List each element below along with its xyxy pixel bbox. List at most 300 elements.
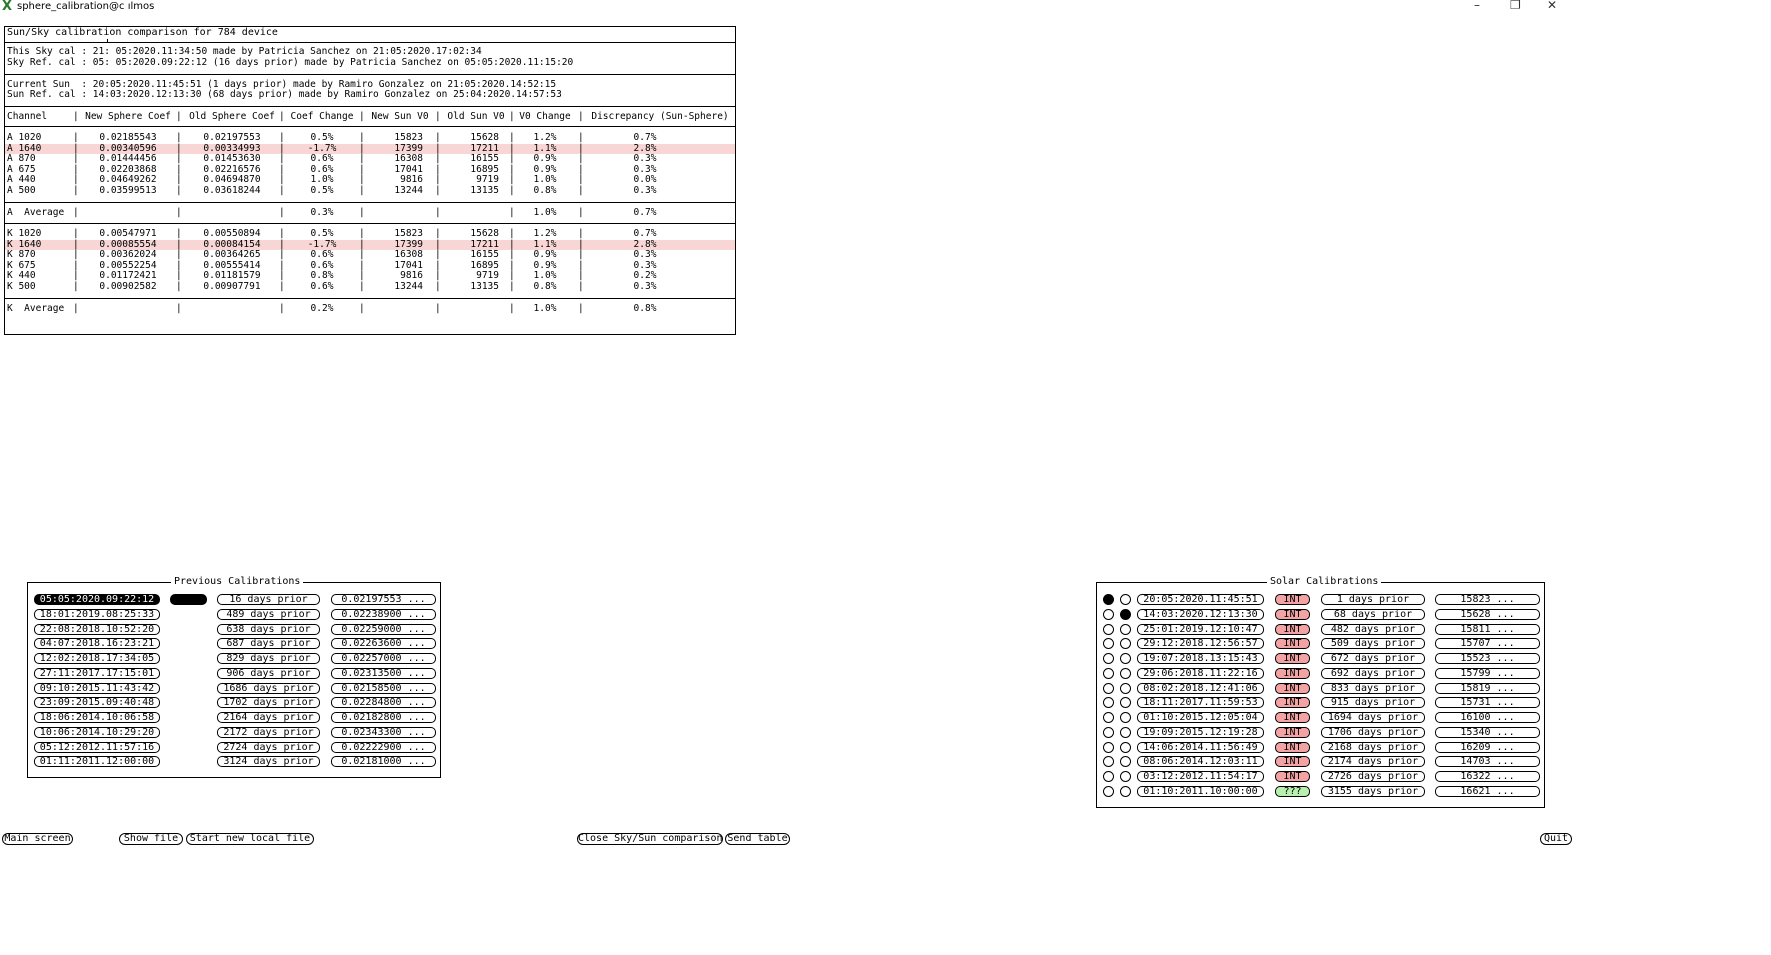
days-prior-button[interactable]: 1702 days prior [217, 697, 320, 708]
current-sun-radio[interactable] [1103, 624, 1114, 635]
solar-date-button[interactable]: 14:06:2014.11:56:49 [1137, 742, 1264, 753]
solar-date-button[interactable]: 20:05:2020.11:45:51 [1137, 594, 1264, 605]
reference-sun-radio[interactable] [1120, 771, 1131, 782]
table-cell: A 440 [7, 174, 36, 186]
table-cell: 16155 [470, 249, 499, 261]
days-prior-button[interactable]: 906 days prior [217, 668, 320, 679]
solar-date-button[interactable]: 01:10:2011.10:00:00 [1137, 786, 1264, 797]
table-cell: 15823 [394, 132, 423, 143]
table-cell: 0.3% [633, 281, 657, 292]
average-v0-change: 1.0% [533, 303, 557, 314]
column-separator: | [435, 111, 441, 122]
table-cell: K 440 [7, 270, 36, 282]
column-separator: | [279, 153, 285, 165]
solar-date-button[interactable]: 14:03:2020.12:13:30 [1137, 609, 1264, 620]
coefficient-button[interactable]: 0.02313500 ... [331, 668, 436, 679]
table-cell: 0.7% [633, 228, 657, 239]
calibration-date-button[interactable]: 05:12:2012.11:57:16 [34, 742, 160, 753]
table-cell: 0.02197553 [203, 132, 261, 143]
column-separator: | [359, 281, 365, 292]
table-cell: 9816 [400, 174, 423, 186]
start-new-local-file-button[interactable]: Start new local file [186, 833, 314, 845]
column-separator: | [578, 207, 584, 218]
reference-sun-radio[interactable] [1120, 786, 1131, 797]
column-separator: | [359, 259, 365, 271]
table-cell: 0.3% [633, 259, 657, 271]
column-separator: | [578, 185, 584, 196]
calibration-date-button[interactable]: 05:05:2020.09:22:12 [34, 594, 160, 605]
window-title: sphere_calibration@c ılmos [17, 1, 155, 12]
current-sun-radio[interactable] [1103, 771, 1114, 782]
reference-sun-radio[interactable] [1120, 756, 1131, 767]
column-separator: | [73, 111, 79, 122]
table-cell: 0.3% [633, 153, 657, 165]
table-cell: 0.04694870 [203, 174, 261, 186]
table-cell: 13244 [394, 281, 423, 292]
v0-value-button[interactable]: 16209 ... [1435, 742, 1540, 753]
quit-button[interactable]: Quit [1540, 833, 1572, 845]
calibration-date-button[interactable]: 27:11:2017.17:15:01 [34, 668, 160, 679]
sky-ref-line: Sky Ref. cal : 05: 05:2020.09:22:12 (16 days prior) made by Patricia Sanchez on 05:05:2020.11:15:20 [7, 57, 574, 68]
report-title: Sun/Sky calibration comparison for 784 device [7, 27, 278, 38]
column-separator: | [279, 259, 285, 271]
table-cell: 15628 [470, 132, 499, 143]
column-separator: | [73, 303, 79, 314]
column-separator: | [73, 174, 79, 186]
column-separator: | [279, 111, 285, 122]
v0-value-button[interactable]: 15799 ... [1435, 668, 1540, 679]
reference-sun-radio[interactable] [1120, 653, 1131, 664]
column-separator: | [578, 228, 584, 239]
current-sun-radio[interactable] [1103, 638, 1114, 649]
table-cell: 0.00550894 [203, 228, 261, 239]
days-prior-button[interactable]: 3124 days prior [217, 756, 320, 767]
coefficient-button[interactable]: 0.02222900 ... [331, 742, 436, 753]
table-cell: 1.0% [533, 270, 557, 282]
current-sun-radio[interactable] [1103, 594, 1114, 605]
column-separator: | [73, 132, 79, 143]
table-cell: 1.0% [533, 174, 557, 186]
column-separator: | [509, 132, 515, 143]
table-cell: 16155 [470, 153, 499, 165]
days-prior-button[interactable]: 687 days prior [217, 638, 320, 649]
v0-value-button[interactable]: 15823 ... [1435, 594, 1540, 605]
previous-calibrations-title: Previous Calibrations [171, 576, 303, 588]
column-separator: | [359, 111, 365, 122]
coefficient-button[interactable]: 0.02181000 ... [331, 756, 436, 767]
reference-sun-radio[interactable] [1120, 638, 1131, 649]
calibration-date-button[interactable]: 23:09:2015.09:40:48 [34, 697, 160, 708]
table-cell: 0.00907791 [203, 281, 261, 292]
table-cell: K 500 [7, 281, 36, 292]
calibration-type-badge[interactable]: INT [1275, 638, 1310, 649]
column-separator: | [176, 174, 182, 186]
show-file-button[interactable]: Show file [119, 833, 183, 845]
current-sun-radio[interactable] [1103, 653, 1114, 664]
days-prior-button[interactable]: 16 days prior [217, 594, 320, 605]
table-cell: 17399 [394, 238, 423, 250]
current-sun-radio[interactable] [1103, 756, 1114, 767]
column-separator: | [359, 174, 365, 186]
table-cell: 1.1% [533, 142, 557, 154]
column-separator: | [176, 238, 182, 250]
days-prior-button[interactable]: 915 days prior [1321, 697, 1425, 708]
column-separator: | [279, 185, 285, 196]
v0-value-button[interactable]: 15811 ... [1435, 624, 1540, 635]
days-prior-button[interactable]: 482 days prior [1321, 624, 1425, 635]
maximize-icon[interactable]: ❐ [1510, 0, 1521, 12]
table-cell: 16308 [394, 153, 423, 165]
days-prior-button[interactable]: 2726 days prior [1321, 771, 1425, 782]
solar-date-button[interactable]: 25:01:2019.12:10:47 [1137, 624, 1264, 635]
column-separator: | [578, 238, 584, 250]
reference-sun-radio[interactable] [1120, 742, 1131, 753]
column-separator: | [279, 303, 285, 314]
reference-sun-radio[interactable] [1120, 668, 1131, 679]
column-separator: | [578, 281, 584, 292]
column-separator: | [176, 153, 182, 165]
table-cell: 9816 [400, 270, 423, 282]
column-separator: | [435, 153, 441, 165]
calibration-date-button[interactable]: 04:07:2018.16:23:21 [34, 638, 160, 649]
table-cell: 2.8% [633, 142, 657, 154]
table-cell: 0.6% [310, 163, 334, 175]
column-separator: | [176, 111, 182, 122]
days-prior-button[interactable]: 1706 days prior [1321, 727, 1425, 738]
table-cell: 0.3% [633, 163, 657, 175]
column-separator: | [279, 207, 285, 218]
calibration-date-button[interactable]: 10:06:2014.10:29:20 [34, 727, 160, 738]
table-cell: 0.03618244 [203, 185, 261, 196]
calibration-type-badge[interactable]: INT [1275, 683, 1310, 694]
coefficient-button[interactable]: 0.02259000 ... [331, 624, 436, 635]
coefficient-button[interactable]: 0.02238900 ... [331, 609, 436, 620]
days-prior-button[interactable]: 2168 days prior [1321, 742, 1425, 753]
table-cell: 0.6% [310, 153, 334, 165]
column-separator: | [73, 281, 79, 292]
column-separator: | [359, 153, 365, 165]
days-prior-button[interactable]: 833 days prior [1321, 683, 1425, 694]
days-prior-button[interactable]: 2172 days prior [217, 727, 320, 738]
column-separator: | [509, 303, 515, 314]
column-separator: | [509, 249, 515, 261]
table-cell: 0.5% [310, 228, 334, 239]
days-prior-button[interactable]: 509 days prior [1321, 638, 1425, 649]
table-row [5, 282, 735, 293]
calibration-type-badge[interactable]: INT [1275, 653, 1310, 664]
reference-sun-radio[interactable] [1120, 624, 1131, 635]
column-separator: | [509, 238, 515, 250]
column-separator: | [73, 142, 79, 154]
table-cell: 0.6% [310, 259, 334, 271]
x-app-icon: X [2, 0, 13, 14]
column-separator: | [578, 163, 584, 175]
calibration-type-badge[interactable]: INT [1275, 771, 1310, 782]
column-separator: | [279, 270, 285, 282]
table-cell: A 1640 [7, 142, 42, 154]
minimize-icon[interactable]: – [1474, 0, 1480, 12]
column-separator: | [435, 228, 441, 239]
days-prior-button[interactable]: 2174 days prior [1321, 756, 1425, 767]
calibration-date-button[interactable]: 22:08:2018.10:52:20 [34, 624, 160, 635]
column-separator: | [359, 228, 365, 239]
column-separator: | [578, 249, 584, 261]
main-screen-button[interactable]: Main screen [2, 833, 73, 845]
column-separator: | [73, 163, 79, 175]
table-cell: 13135 [470, 281, 499, 292]
close-icon[interactable]: ✕ [1547, 0, 1558, 12]
table-cell: 0.00084154 [203, 238, 261, 250]
column-separator: | [73, 228, 79, 239]
table-cell: 0.3% [633, 249, 657, 261]
table-cell: 0.00555414 [203, 259, 261, 271]
column-header: Channel [7, 111, 48, 122]
calibration-date-button[interactable]: 09:10:2015.11:43:42 [34, 683, 160, 694]
current-sun-radio[interactable] [1103, 668, 1114, 679]
calibration-type-badge[interactable]: INT [1275, 727, 1310, 738]
divider [5, 202, 735, 203]
divider [5, 74, 735, 75]
table-cell: -1.7% [307, 238, 337, 250]
table-cell: 0.00902582 [99, 281, 157, 292]
v0-value-button[interactable]: 15731 ... [1435, 697, 1540, 708]
send-table-button[interactable]: Send table [725, 833, 790, 845]
column-separator: | [435, 207, 441, 218]
table-cell: 0.02203868 [99, 163, 157, 175]
average-v0-change: 1.0% [533, 207, 557, 218]
calibration-type-badge[interactable]: INT [1275, 697, 1310, 708]
column-separator: | [509, 228, 515, 239]
solar-date-button[interactable]: 18:11:2017.11:59:53 [1137, 697, 1264, 708]
column-separator: | [509, 281, 515, 292]
table-cell: 0.5% [310, 132, 334, 143]
solar-date-button[interactable]: 08:02:2018.12:41:06 [1137, 683, 1264, 694]
column-separator: | [176, 281, 182, 292]
current-sun-radio[interactable] [1103, 742, 1114, 753]
v0-value-button[interactable]: 14703 ... [1435, 756, 1540, 767]
reference-sun-radio[interactable] [1120, 609, 1131, 620]
table-cell: 0.5% [310, 185, 334, 196]
current-sun-radio[interactable] [1103, 786, 1114, 797]
column-separator: | [359, 185, 365, 196]
column-header: New Sun V0 [371, 111, 429, 122]
table-cell: 0.00552254 [99, 259, 157, 271]
column-separator: | [578, 111, 584, 122]
reference-sun-radio[interactable] [1120, 697, 1131, 708]
column-separator: | [578, 270, 584, 282]
column-separator: | [509, 111, 515, 122]
days-prior-button[interactable]: 1694 days prior [1321, 712, 1425, 723]
coefficient-button[interactable]: 0.02257000 ... [331, 653, 436, 664]
report-heading [5, 27, 735, 43]
table-row [5, 229, 735, 240]
table-cell: 0.01172421 [99, 270, 157, 282]
calibration-type-badge[interactable]: INT [1275, 742, 1310, 753]
divider [5, 223, 735, 224]
days-prior-button[interactable]: 2724 days prior [217, 742, 320, 753]
table-cell: 17211 [470, 238, 499, 250]
selected-marker [170, 594, 207, 605]
column-separator: | [176, 163, 182, 175]
coefficient-button[interactable]: 0.02343300 ... [331, 727, 436, 738]
days-prior-button[interactable]: 3155 days prior [1321, 786, 1425, 797]
table-cell: 17399 [394, 142, 423, 154]
table-cell: K 675 [7, 259, 36, 271]
current-sun-radio[interactable] [1103, 712, 1114, 723]
calibration-date-button[interactable]: 12:02:2018.17:34:05 [34, 653, 160, 664]
divider [5, 126, 735, 127]
column-separator: | [73, 238, 79, 250]
column-separator: | [176, 132, 182, 143]
column-separator: | [578, 153, 584, 165]
table-cell: 16895 [470, 163, 499, 175]
column-separator: | [509, 207, 515, 218]
table-cell: 0.6% [310, 281, 334, 292]
calibration-date-button[interactable]: 18:01:2019.08:25:33 [34, 609, 160, 620]
table-cell: 0.9% [533, 259, 557, 271]
days-prior-button[interactable]: 2164 days prior [217, 712, 320, 723]
column-header: Old Sphere Coef [189, 111, 275, 122]
average-discrepancy: 0.7% [633, 207, 657, 218]
column-header: Discrepancy (Sun-Sphere) [591, 111, 729, 122]
column-separator: | [359, 303, 365, 314]
solar-date-button[interactable]: 19:09:2015.12:19:28 [1137, 727, 1264, 738]
average-row [5, 208, 735, 219]
column-header: V0 Change [519, 111, 571, 122]
calibration-type-badge[interactable]: INT [1275, 668, 1310, 679]
current-sun-radio[interactable] [1103, 609, 1114, 620]
reference-sun-radio[interactable] [1120, 683, 1131, 694]
days-prior-button[interactable]: 829 days prior [217, 653, 320, 664]
table-cell: 0.00547971 [99, 228, 157, 239]
v0-value-button[interactable]: 15819 ... [1435, 683, 1540, 694]
column-separator: | [73, 207, 79, 218]
coefficient-button[interactable]: 0.02263600 ... [331, 638, 436, 649]
calibration-type-badge[interactable]: INT [1275, 594, 1310, 605]
calibration-type-badge[interactable]: INT [1275, 756, 1310, 767]
table-cell: 13135 [470, 185, 499, 196]
column-separator: | [279, 228, 285, 239]
column-separator: | [509, 142, 515, 154]
coefficient-button[interactable]: 0.02197553 ... [331, 594, 436, 605]
coefficient-button[interactable]: 0.02182800 ... [331, 712, 436, 723]
days-prior-button[interactable]: 1 days prior [1321, 594, 1425, 605]
table-row [5, 186, 735, 197]
column-separator: | [359, 207, 365, 218]
v0-value-button[interactable]: 16621 ... [1435, 786, 1540, 797]
column-separator: | [435, 163, 441, 175]
column-separator: | [279, 174, 285, 186]
table-cell: 0.02185543 [99, 132, 157, 143]
average-label: A Average [7, 207, 65, 218]
table-cell: 16308 [394, 249, 423, 261]
column-separator: | [435, 281, 441, 292]
table-cell: 17041 [394, 163, 423, 175]
v0-value-button[interactable]: 15628 ... [1435, 609, 1540, 620]
table-cell: 0.6% [310, 249, 334, 261]
table-cell: 0.00334993 [203, 142, 261, 154]
solar-date-button[interactable]: 29:12:2018.12:56:57 [1137, 638, 1264, 649]
days-prior-button[interactable]: 672 days prior [1321, 653, 1425, 664]
v0-value-button[interactable]: 16100 ... [1435, 712, 1540, 723]
table-cell: 15823 [394, 228, 423, 239]
column-separator: | [435, 249, 441, 261]
calibration-type-badge[interactable]: INT [1275, 712, 1310, 723]
column-separator: | [73, 270, 79, 282]
table-cell: 2.8% [633, 238, 657, 250]
table-cell: 9719 [476, 174, 499, 186]
solar-date-button[interactable]: 03:12:2012.11:54:17 [1137, 771, 1264, 782]
calibration-type-badge[interactable]: INT [1275, 609, 1310, 620]
column-separator: | [359, 132, 365, 143]
days-prior-button[interactable]: 692 days prior [1321, 668, 1425, 679]
solar-date-button[interactable]: 19:07:2018.13:15:43 [1137, 653, 1264, 664]
average-coef-change: 0.3% [310, 207, 334, 218]
previous-calibrations-panel [27, 576, 441, 778]
solar-date-button[interactable]: 08:06:2014.12:03:11 [1137, 756, 1264, 767]
table-cell: 0.0% [633, 174, 657, 186]
column-separator: | [509, 174, 515, 186]
column-separator: | [509, 185, 515, 196]
calibration-type-badge[interactable]: INT [1275, 624, 1310, 635]
table-cell: 1.2% [533, 132, 557, 143]
calibration-date-button[interactable]: 18:06:2014.10:06:58 [34, 712, 160, 723]
table-cell: K 870 [7, 249, 36, 261]
v0-value-button[interactable]: 15523 ... [1435, 653, 1540, 664]
column-separator: | [578, 259, 584, 271]
column-separator: | [279, 281, 285, 292]
column-separator: | [359, 249, 365, 261]
days-prior-button[interactable]: 68 days prior [1321, 609, 1425, 620]
v0-value-button[interactable]: 15707 ... [1435, 638, 1540, 649]
column-separator: | [578, 303, 584, 314]
table-cell: 16895 [470, 259, 499, 271]
table-cell: 0.00362024 [99, 249, 157, 261]
table-cell: 1.2% [533, 228, 557, 239]
reference-sun-radio[interactable] [1120, 594, 1131, 605]
solar-date-button[interactable]: 29:06:2018.11:22:16 [1137, 668, 1264, 679]
calibration-type-badge[interactable]: ??? [1275, 786, 1310, 797]
days-prior-button[interactable]: 638 days prior [217, 624, 320, 635]
solar-date-button[interactable]: 01:10:2015.12:05:04 [1137, 712, 1264, 723]
days-prior-button[interactable]: 1686 days prior [217, 683, 320, 694]
v0-value-button[interactable]: 15340 ... [1435, 727, 1540, 738]
table-cell: 1.0% [310, 174, 334, 186]
average-discrepancy: 0.8% [633, 303, 657, 314]
reference-sun-radio[interactable] [1120, 727, 1131, 738]
calibration-date-button[interactable]: 01:11:2011.12:00:00 [34, 756, 160, 767]
table-cell: K 1640 [7, 238, 42, 250]
coefficient-button[interactable]: 0.02284800 ... [331, 697, 436, 708]
coefficient-button[interactable]: 0.02158500 ... [331, 683, 436, 694]
v0-value-button[interactable]: 16322 ... [1435, 771, 1540, 782]
days-prior-button[interactable]: 489 days prior [217, 609, 320, 620]
table-cell: 0.00364265 [203, 249, 261, 261]
column-separator: | [435, 142, 441, 154]
reference-sun-radio[interactable] [1120, 712, 1131, 723]
close-comparison-button[interactable]: Close Sky/Sun comparison [578, 833, 723, 844]
column-separator: | [73, 153, 79, 165]
current-sun-radio[interactable] [1103, 697, 1114, 708]
sky-cal-line: This Sky cal : 21: 05:2020.11:34:50 made by Patricia Sanchez on 21:05:2020.17:02:34 [7, 46, 482, 57]
current-sun-radio[interactable] [1103, 727, 1114, 738]
current-sun-radio[interactable] [1103, 683, 1114, 694]
divider [5, 106, 735, 107]
column-separator: | [73, 259, 79, 271]
title-bar [0, 0, 1771, 14]
column-separator: | [176, 185, 182, 196]
table-cell: A 1020 [7, 132, 42, 143]
